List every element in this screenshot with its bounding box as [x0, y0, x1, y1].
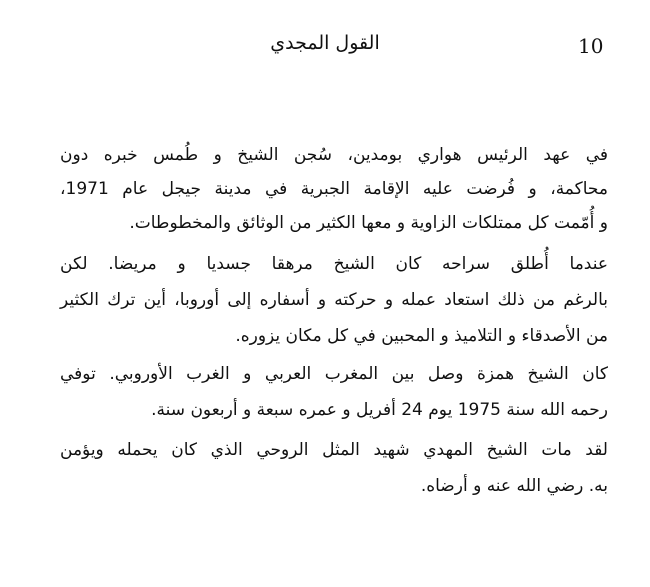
running-title: القول المجدي — [270, 32, 380, 54]
paragraph-death — [60, 356, 608, 428]
text-line: في عهد الرئيس هواري بومدين، سُجن الشيخ و طُمس خبره دون — [60, 145, 608, 165]
text-line: به. رضي الله عنه و أرضاه. — [420, 476, 608, 496]
text-line: رحمه الله سنة 1975 يوم 24 أفريل و عمره سبعة و أربعون سنة. — [151, 400, 608, 420]
text-line: كان الشيخ همزة وصل بين المغرب العربي و الغرب الأوروبي. توفي — [60, 364, 608, 384]
paragraph-release — [60, 246, 608, 354]
page-number: 10 — [578, 34, 604, 58]
text-line: و أُمّمت كل ممتلكات الزاوية و معها الكثير من الوثائق والمخطوطات. — [129, 213, 608, 233]
paragraph-imprisonment — [60, 138, 608, 240]
text-line: من الأصدقاء و التلاميذ و المحبين في كل مكان يزوره. — [235, 326, 608, 346]
text-line: محاكمة، و فُرضت عليه الإقامة الجبرية في مدينة جيجل عام 1971، — [60, 179, 608, 199]
text-line: لقد مات الشيخ المهدي شهيد المثل الروحي الذي كان يحمله ويؤمن — [60, 440, 608, 460]
body-text — [60, 138, 608, 512]
text-line: بالرغم من ذلك استعاد عمله و حركته و أسفاره إلى أوروبا، أين ترك الكثير — [60, 290, 608, 310]
paragraph-martyr — [60, 432, 608, 504]
text-line: عندما أُطلق سراحه كان الشيخ مرهقا جسديا و مريضا. لكن — [60, 254, 608, 274]
page-header — [0, 30, 650, 66]
